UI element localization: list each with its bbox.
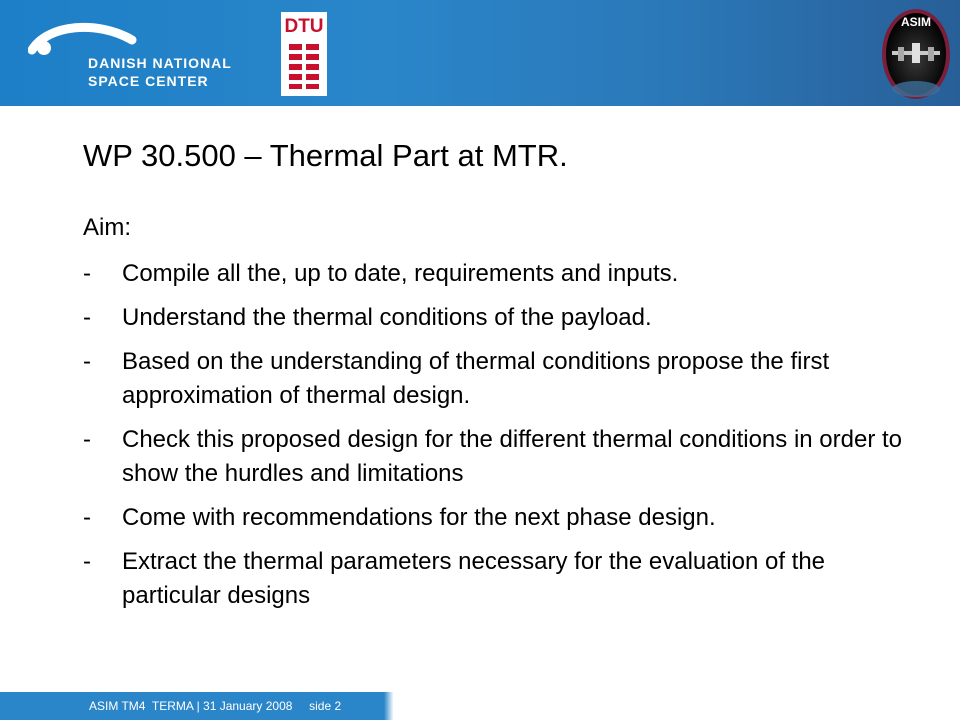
bullet-text: Extract the thermal parameters necessary for the evaluation of the particular designs bbox=[122, 548, 826, 609]
asim-patch-label: ASIM bbox=[901, 15, 931, 29]
bullet-list bbox=[83, 257, 923, 623]
bullet-text: Come with recommendations for the next phase design. bbox=[122, 504, 716, 531]
bullet-item-understand bbox=[83, 301, 923, 335]
bullet-text: Compile all the, up to date, requirements and inputs. bbox=[122, 260, 679, 287]
dnsc-logo-line2: SPACE CENTER bbox=[88, 73, 209, 89]
aim-label: Aim: bbox=[83, 214, 131, 241]
slide-footer: ASIM TM4 TERMA | 31 January 2008 side 2 bbox=[89, 699, 342, 713]
dnsc-logo bbox=[28, 18, 268, 98]
bullet-dash: - bbox=[83, 548, 91, 575]
bullet-item-check bbox=[83, 423, 923, 491]
bullet-item-extract bbox=[83, 545, 923, 613]
bullet-dash: - bbox=[83, 426, 91, 453]
dnsc-arc-icon bbox=[28, 18, 138, 58]
dtu-waves-icon bbox=[287, 42, 321, 90]
dtu-logo bbox=[281, 12, 327, 96]
bullet-item-compile bbox=[83, 257, 923, 291]
bullet-item-recommend bbox=[83, 501, 923, 535]
bullet-text: Check this proposed design for the different thermal conditions in order to show the hurdles and limitations bbox=[122, 426, 902, 487]
asim-mission-patch bbox=[880, 7, 952, 101]
bullet-item-propose bbox=[83, 345, 923, 413]
bullet-text: Understand the thermal conditions of the payload. bbox=[122, 304, 652, 331]
bullet-dash: - bbox=[83, 348, 91, 375]
bullet-dash: - bbox=[83, 304, 91, 331]
dtu-logo-text: DTU bbox=[284, 16, 324, 37]
header-band bbox=[0, 0, 960, 106]
dnsc-logo-line1: DANISH NATIONAL bbox=[88, 55, 232, 71]
bullet-text: Based on the understanding of thermal conditions propose the first approximation of thermal design. bbox=[122, 348, 830, 409]
bullet-dash: - bbox=[83, 504, 91, 531]
bullet-dash: - bbox=[83, 260, 91, 287]
slide-title: WP 30.500 – Thermal Part at MTR. bbox=[83, 138, 568, 173]
